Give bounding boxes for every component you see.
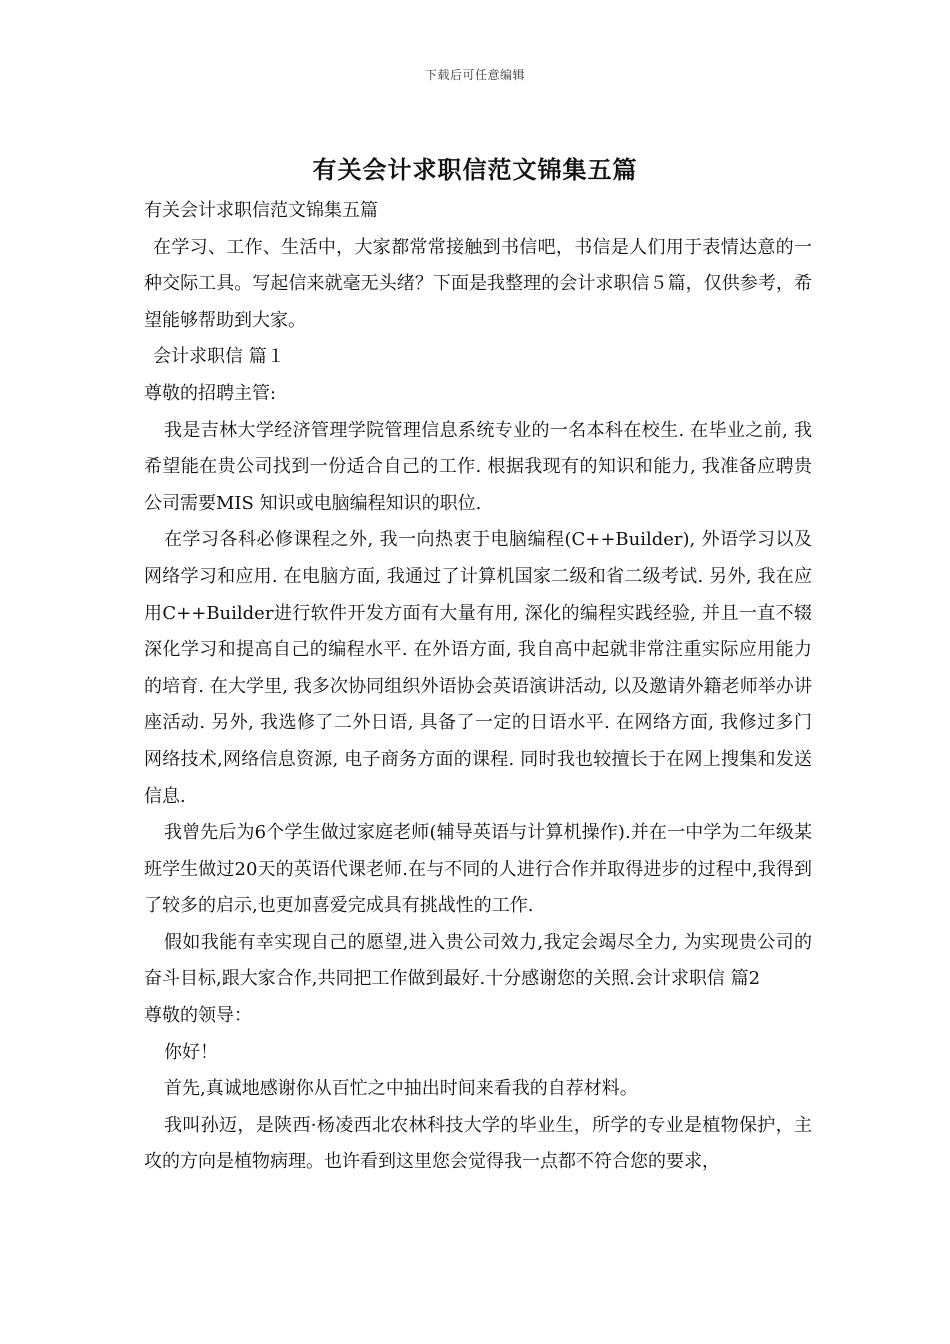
- paragraph: 假如我能有幸实现自己的愿望,进入贵公司效力,我定会竭尽全力, 为实现贵公司的奋斗目标,跟大家合作,共同把工作做到最好.十分感谢您的关照.会计求职信 篇2: [144, 931, 812, 990]
- paragraph: 我曾先后为6个学生做过家庭老师(辅导英语与计算机操作).并在一中学为二年级某班学生做过20天的英语代课老师.在与不同的人进行合作并取得进步的过程中,我得到了较多的启示,也更加喜爱完成具有挑战性的工作.: [144, 822, 812, 917]
- document-title: 有关会计求职信范文锦集五篇: [312, 155, 638, 184]
- paragraph: 我是吉林大学经济管理学院管理信息系统专业的一名本科在校生. 在毕业之前, 我希望能在贵公司找到一份适合自己的工作. 根据我现有的知识和能力, 我准备应聘贵公司需要MIS 知识或电脑编程知识的职位.: [144, 419, 812, 514]
- salutation: 尊敬的招聘主管:: [144, 382, 277, 404]
- section-heading: 会计求职信 篇１: [153, 346, 285, 368]
- document-body: [144, 193, 812, 1181]
- salutation: 尊敬的领导：: [144, 1005, 252, 1027]
- paragraph: 在学习、工作、生活中，大家都常常接触到书信吧，书信是人们用于表情达意的一种交际工具。写起信来就毫无头绪？下面是我整理的会计求职信５篇，仅供参考，希望能够帮助到大家。: [144, 236, 812, 331]
- header-note: 下载后可任意编辑: [424, 68, 525, 82]
- paragraph: 有关会计求职信范文锦集五篇: [144, 200, 378, 221]
- paragraph: 首先,真诚地感谢你从百忙之中抽出时间来看我的自荐材料。: [164, 1078, 638, 1100]
- greeting: 你好！: [164, 1041, 218, 1063]
- paragraph: 我叫孙迈，是陕西·杨凌西北农林科技大学的毕业生，所学的专业是植物保护，主攻的方向是植物病理。也许看到这里您会觉得我一点都不符合您的要求，: [144, 1114, 812, 1173]
- paragraph: 在学习各科必修课程之外, 我一向热衷于电脑编程(C++Builder), 外语学习以及网络学习和应用. 在电脑方面, 我通过了计算机国家二级和省二级考试. 另外, 我在应用C++Builder进行软件开发方面有大量有用, 深化的编程实践经验, 并且一直不辍深化学习和提高自己的编程水平. 在外语方面, 我自高中起就非常注重实际应用能力的培育. 在大学里, 我多次协同组织外语协会英语演讲活动, 以及邀请外籍老师举办讲座活动. 另外, 我选修了二外日语, 具备了一定的日语水平. 在网络方面, 我修过多门网络技术,网络信息资源, 电子商务方面的课程. 同时我也较擅长于在网上搜集和发送信息.: [144, 529, 812, 807]
